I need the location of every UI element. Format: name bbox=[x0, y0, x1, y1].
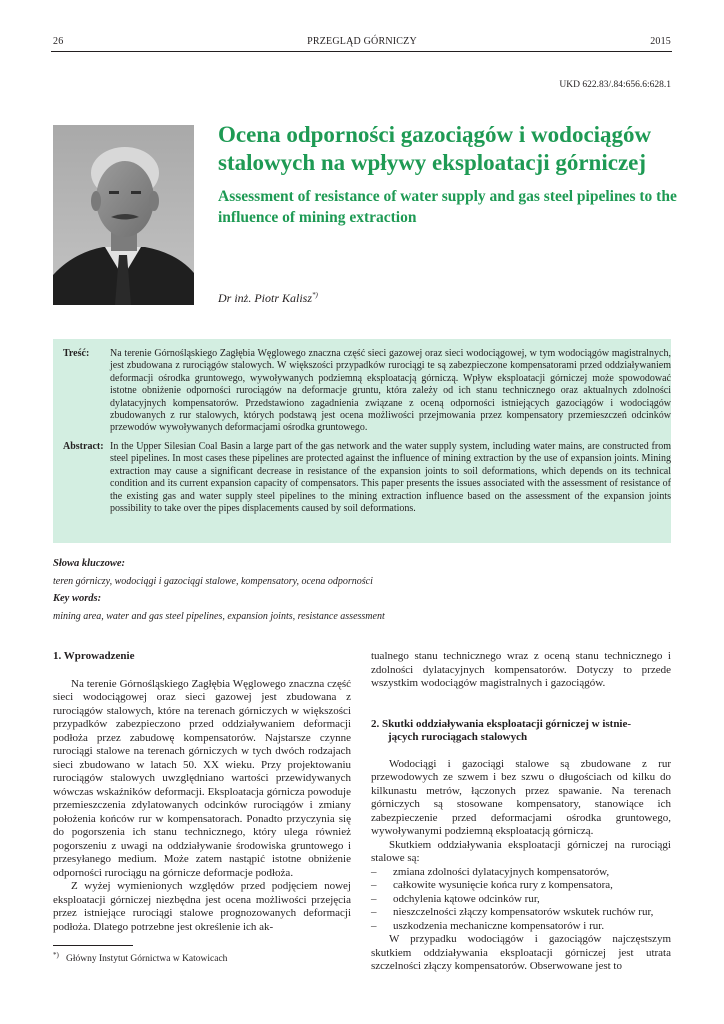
section1-paragraph-1: Na terenie Górnośląskiego Zagłębia Węglowego znaczna część sieci wodociągowej oraz sieci gazowej jest zbudowana z rurociągów stalowych, które na terenach górniczych w większości przypadków zabezpieczono przed oddziaływaniem deformacji podłoża przez zabudowę kompensatorów. Najstarsze czynne rurociągi stalowe na terenach górniczych w tych dwóch rodzajach sieci zbudowano w latach 50. XX wieku. Przy projektowaniu rurociągów stalowych uwzględniano wartości przewidywanych wówczas wskaźników deformacji. Eksploatacja górnicza powoduje przemieszczenia zdylatowanych odcinków rurociągów i zmiany położenia końców rur w kompensatorach. Ponadto przyczynia się do pogorszenia ich stanu technicznego, który ulega również pogorszeniu z uwagi na oddziaływanie środowiska gruntowego i przesyłanego medium. Może zatem nastąpić istotne obniżenie odporności rurociągu na górnicze deformacje podłoża. bbox=[53, 677, 351, 879]
section2-heading-line-1: 2. Skutki oddziaływania eksploatacji górniczej w istnie- bbox=[371, 717, 632, 730]
list-item: – całkowite wysunięcie końca rury z kompensatora, bbox=[371, 879, 671, 893]
journal-year: 2015 bbox=[650, 36, 671, 47]
right-column bbox=[371, 650, 671, 974]
list-item: – zmiana zdolności dylatacyjnych kompensatorów, bbox=[371, 866, 671, 880]
section2-heading bbox=[371, 718, 671, 745]
abstract-pl-label: Treść: bbox=[63, 348, 90, 359]
keywords-en-text: mining area, water and gas steel pipelines, expansion joints, resistance assessment bbox=[53, 611, 385, 622]
page-number: 26 bbox=[53, 36, 64, 47]
abstract-en-text: In the Upper Silesian Coal Basin a large part of the gas network and the water supply system, including water mains, are constructed from steel pipelines. In most cases these pipelines are protected against the influence of mining extraction by the use of expansion joints. Mining extraction may cause a significant decrease in resistance of the expansion joints to soil deformations, which depends on its technical condition and its current expansion capacity of compensators. This paper presents the issues associated with the assessment of resistance of the existing gas and water supply steel pipelines to the mining extraction influence based on the assessment of the expansion joints possibility to take over the pipes displacements caused by soil deformations. bbox=[110, 441, 671, 515]
footnote-mark: *) bbox=[53, 951, 59, 959]
section2-paragraph-1: Wodociągi i gazociągi stalowe są zbudowane z rur przewodowych ze szwem i bez szwu o długościach od kilku do kilkunastu metrów, łączonych przez spawanie. Na terenach górniczych są stosowane kompensatory, stanowiące ich zabezpieczenie przed deformacjami ośrodka gruntowego, wywoływanymi podziemną eksploatacją górniczą. bbox=[371, 757, 671, 837]
section2-paragraph-3: W przypadku wodociągów i gazociągów najczęstszym skutkiem oddziaływania eksploatacji górniczej jest utrata szczelności złączy kompensatorów. Obserwowane jest to bbox=[371, 933, 671, 972]
author-photo bbox=[53, 125, 194, 305]
left-column bbox=[53, 650, 351, 934]
footnote-text: Główny Instytut Górnictwa w Katowicach bbox=[65, 954, 228, 965]
list-item: – nieszczelności złączy kompensatorów wskutek ruchów rur, bbox=[371, 906, 671, 920]
ukd-code: UKD 622.83/.84:656.6:628.1 bbox=[559, 80, 671, 90]
article-title-pl: Ocena odporności gazociągów i wodociągów stalowych na wpływy eksploatacji górniczej bbox=[218, 122, 652, 175]
section2-paragraph-2: Skutkiem oddziaływania eksploatacji górniczej na rurociągi stalowe są: bbox=[371, 838, 671, 864]
section1-heading: 1. Wprowadzenie bbox=[53, 650, 135, 662]
article-title-en: Assessment of resistance of water supply and gas steel pipelines to the influence of mining extraction bbox=[218, 188, 677, 226]
abstract-box bbox=[53, 339, 671, 543]
section2-heading-line-2: jących rurociągach stalowych bbox=[388, 731, 528, 743]
keywords-pl-label: Słowa kluczowe: bbox=[53, 558, 126, 569]
footnote-rule bbox=[53, 945, 133, 946]
header-rule bbox=[51, 51, 672, 52]
footnote bbox=[53, 951, 227, 964]
author-footnote-mark: *) bbox=[312, 291, 318, 299]
abstract-en-label: Abstract: bbox=[63, 441, 104, 452]
section1-paragraph-3-continued: tualnego stanu technicznego wraz z oceną stanu technicznego i zdolności dylatacyjnych kompensatorów. Dotyczy to przede wszystkim wodociągów magistralnych i gazociągów. bbox=[371, 650, 671, 689]
keywords-en-label: Key words: bbox=[53, 593, 102, 604]
author-name bbox=[218, 291, 318, 306]
journal-name: PRZEGLĄD GÓRNICZY bbox=[307, 36, 417, 47]
abstract-pl-text: Na terenie Górnośląskiego Zagłębia Węglowego znaczna część sieci gazowej oraz sieci wodociągowej, w tym wodociągów magistralnych, jest zbudowana z rurociągów stalowych. W większości przypadków rurociągi te są zabezpieczone kompensatorami przed oddziaływaniem deformacji ośrodka gruntowego, wywoływanych podziemną eksploatacją górniczą. Wpływ eksploatacji górniczej może spowodować istotne obniżenie odporności rurociągów na deformacje gruntu, która zależy od ich stanu technicznego oraz aktualnych zdolności dylatacyjnych kompensatorów. Przedstawiono zagadnienia związane z oceną odporności istniejących gazociągów i wodociągów zbudowanych z rur stalowych, których podstawą jest ocena możliwości przejmowania przez kompensatory przemieszczeń odcinków przewodów wywoływanych deformacjami ośrodka gruntowego. bbox=[110, 348, 671, 434]
effects-list bbox=[371, 866, 671, 934]
author-name-text: Dr inż. Piotr Kalisz bbox=[218, 291, 313, 305]
section1-paragraph-2: Z wyżej wymienionych względów przed podjęciem nowej eksploatacji górniczej niezbędna jest ocena możliwości przejęcia przez istniejące rurociągi stalowe prognozowanych deformacji podłoża. Dlatego potrzebne jest określenie ich ak- bbox=[53, 880, 351, 933]
list-item: – uszkodzenia mechaniczne kompensatorów i rur. bbox=[371, 920, 671, 934]
list-item: – odchylenia kątowe odcinków rur, bbox=[371, 893, 671, 907]
keywords-pl-text: teren górniczy, wodociągi i gazociągi stalowe, kompensatory, ocena odporności bbox=[53, 576, 373, 587]
